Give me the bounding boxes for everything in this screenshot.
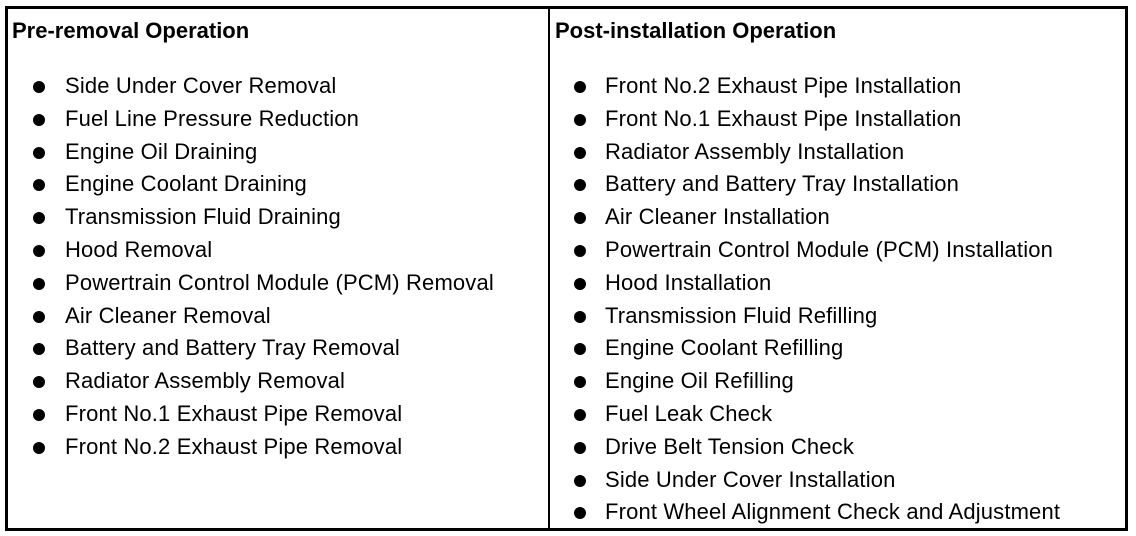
list-item <box>8 334 548 367</box>
bullet-icon <box>574 81 586 93</box>
list-item-text: Fuel Leak Check <box>605 400 773 426</box>
bullet-icon <box>33 278 45 290</box>
list-item <box>550 400 1125 433</box>
bullet-icon <box>33 343 45 355</box>
list-item-text: Drive Belt Tension Check <box>605 433 854 459</box>
list-item <box>550 138 1125 171</box>
list-item-text: Engine Oil Refilling <box>605 368 794 394</box>
list-item <box>8 433 548 466</box>
post-installation-heading: Post-installation Operation <box>555 18 837 43</box>
list-item-text: Hood Installation <box>605 269 772 295</box>
list-item-text: Radiator Assembly Removal <box>65 368 346 394</box>
list-item <box>550 203 1125 236</box>
list-item-text: Radiator Assembly Installation <box>605 138 905 164</box>
list-item-text: Battery and Battery Tray Installation <box>605 171 960 197</box>
bullet-icon <box>33 114 45 126</box>
pre-removal-heading: Pre-removal Operation <box>12 18 250 43</box>
list-item <box>550 367 1125 400</box>
list-item-text: Side Under Cover Removal <box>65 73 337 98</box>
bullet-icon <box>574 147 586 159</box>
list-item-text: Front No.2 Exhaust Pipe Installation <box>605 73 962 98</box>
list-item <box>8 138 548 171</box>
bullet-icon <box>574 409 586 421</box>
list-item-text: Front No.1 Exhaust Pipe Installation <box>605 105 962 131</box>
list-item <box>8 367 548 400</box>
list-item <box>550 236 1125 269</box>
bullet-icon <box>33 245 45 257</box>
bullet-icon <box>33 212 45 224</box>
post-installation-column <box>550 9 1125 528</box>
list-item-text: Engine Coolant Refilling <box>605 335 844 361</box>
list-item <box>8 203 548 236</box>
bullet-icon <box>574 278 586 290</box>
list-item <box>8 105 548 138</box>
list-item <box>8 400 548 433</box>
list-item-text: Transmission Fluid Refilling <box>605 302 878 328</box>
list-item-text: Air Cleaner Installation <box>605 204 830 230</box>
bullet-icon <box>33 179 45 191</box>
list-item-text: Battery and Battery Tray Removal <box>65 335 400 361</box>
operations-table <box>5 6 1128 531</box>
list-item <box>550 269 1125 302</box>
bullet-icon <box>33 409 45 421</box>
bullet-icon <box>574 114 586 126</box>
bullet-icon <box>33 81 45 93</box>
bullet-icon <box>574 376 586 388</box>
list-item <box>8 302 548 335</box>
list-item <box>550 334 1125 367</box>
bullet-icon <box>574 212 586 224</box>
bullet-icon <box>33 147 45 159</box>
list-item <box>550 302 1125 335</box>
post-installation-list <box>550 72 1125 531</box>
list-item-text: Fuel Line Pressure Reduction <box>65 105 360 131</box>
list-item-text: Engine Coolant Draining <box>65 171 307 197</box>
list-item-text: Hood Removal <box>65 236 213 262</box>
bullet-icon <box>574 343 586 355</box>
list-item-text: Side Under Cover Installation <box>605 466 896 492</box>
bullet-icon <box>574 442 586 454</box>
bullet-icon <box>574 245 586 257</box>
pre-removal-list <box>8 72 548 466</box>
list-item-text: Front Wheel Alignment Check and Adjustment <box>605 499 1061 525</box>
list-item-text: Front No.1 Exhaust Pipe Removal <box>65 400 403 426</box>
bullet-icon <box>574 311 586 323</box>
list-item-text: Air Cleaner Removal <box>65 302 271 328</box>
list-item <box>550 72 1125 105</box>
list-item <box>550 466 1125 499</box>
bullet-icon <box>574 475 586 487</box>
bullet-icon <box>33 311 45 323</box>
list-item <box>550 498 1125 531</box>
list-item-text: Front No.2 Exhaust Pipe Removal <box>65 433 403 459</box>
list-item <box>8 72 548 105</box>
list-item <box>550 170 1125 203</box>
list-item-text: Transmission Fluid Draining <box>65 204 341 230</box>
list-item-text: Engine Oil Draining <box>65 138 258 164</box>
pre-removal-column <box>8 9 550 528</box>
bullet-icon <box>33 376 45 388</box>
bullet-icon <box>574 179 586 191</box>
list-item <box>8 236 548 269</box>
list-item-text: Powertrain Control Module (PCM) Removal <box>65 269 494 295</box>
list-item <box>550 105 1125 138</box>
list-item-text: Powertrain Control Module (PCM) Installation <box>605 236 1053 262</box>
bullet-icon <box>33 442 45 454</box>
list-item <box>8 170 548 203</box>
list-item <box>550 433 1125 466</box>
list-item <box>8 269 548 302</box>
bullet-icon <box>574 507 586 519</box>
